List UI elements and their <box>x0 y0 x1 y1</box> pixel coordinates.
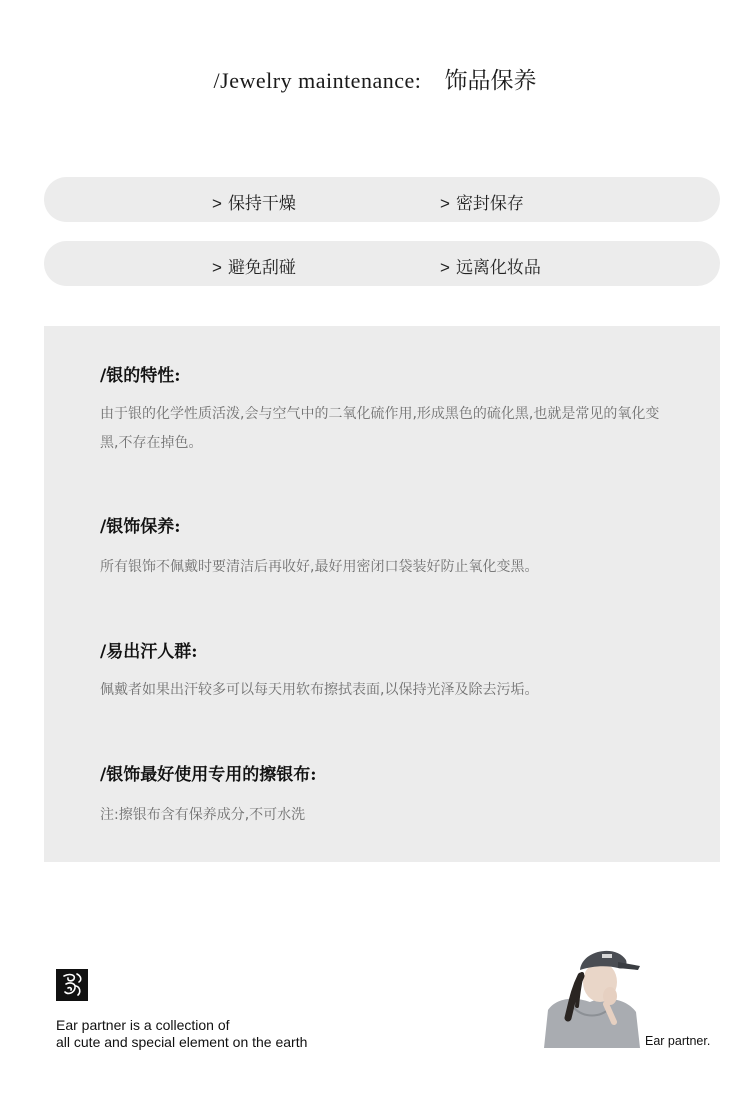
tip-item <box>212 189 296 214</box>
section-body-silver-care: 所有银饰不佩戴时要清洁后再收好,最好用密闭口袋装好防止氧化变黑。 <box>100 559 539 575</box>
tip-label: 保持干燥 <box>227 194 296 214</box>
section-body-silver-properties: 由于银的化学性质活泼,会与空气中的二氧化硫作用,形成黑色的硫化黑,也就是常见的氧化变黑,不存在掉色。 <box>100 406 660 451</box>
tip-item <box>212 253 296 278</box>
section-title-polishing-cloth: /银饰最好使用专用的擦银布: <box>100 765 317 785</box>
chevron-right-icon: > <box>440 194 450 213</box>
tip-row-2 <box>44 241 720 286</box>
section-title-silver-properties: /银的特性: <box>100 366 181 386</box>
chevron-right-icon: > <box>212 194 222 213</box>
model-photo <box>544 938 642 1048</box>
chevron-right-icon: > <box>440 258 450 277</box>
page-header <box>0 62 750 95</box>
chevron-right-icon: > <box>212 258 222 277</box>
tip-item <box>440 253 541 278</box>
section-body-sweat-prone: 佩戴者如果出汗较多可以每天用软布擦拭表面,以保持光泽及除去污垢。 <box>100 682 539 698</box>
tagline-line-2: all cute and special element on the earth <box>56 1034 308 1050</box>
brand-tagline <box>56 1017 307 1051</box>
section-title-sweat-prone: /易出汗人群: <box>100 642 198 662</box>
section-title-silver-care: /银饰保养: <box>100 517 181 537</box>
care-info-panel <box>44 326 720 862</box>
header-title-en: /Jewelry maintenance: <box>213 68 422 93</box>
tip-label: 密封保存 <box>455 194 524 214</box>
brand-name: Ear partner. <box>645 1034 711 1048</box>
section-body-polishing-cloth: 注:擦银布含有保养成分,不可水洗 <box>100 807 306 823</box>
tip-item <box>440 189 524 214</box>
tip-label: 避免刮碰 <box>227 258 296 278</box>
tip-label: 远离化妆品 <box>455 258 541 278</box>
header-title-cn: 饰品保养 <box>444 68 537 94</box>
tagline-line-1: Ear partner is a collection of <box>56 1017 230 1033</box>
tip-row-1 <box>44 177 720 222</box>
brand-logo-icon <box>56 969 88 1001</box>
